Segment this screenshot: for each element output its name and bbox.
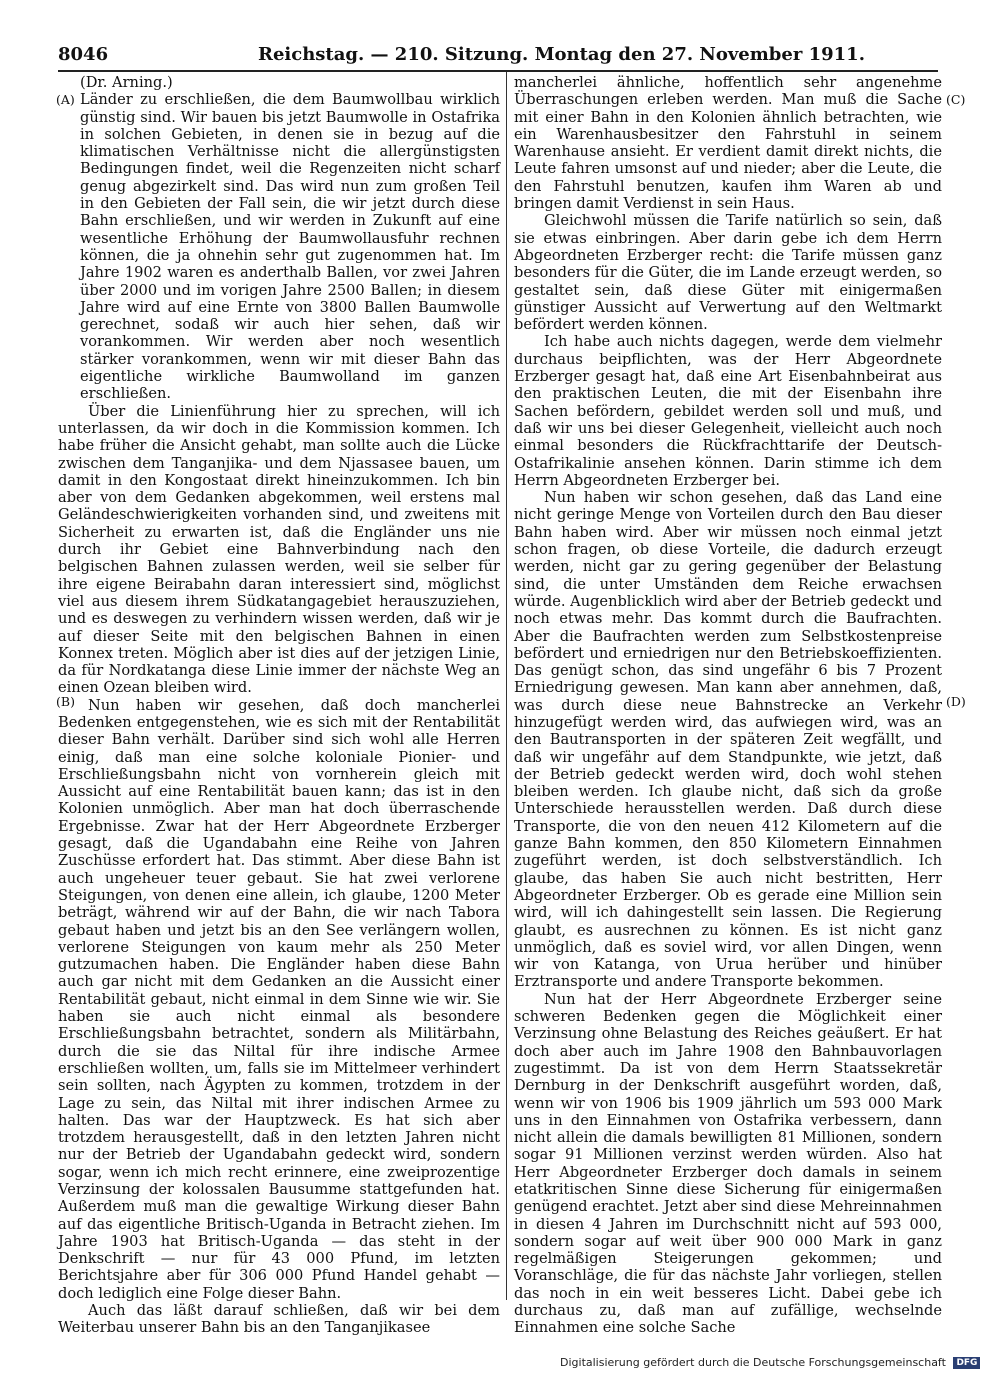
column-divider <box>506 72 507 1300</box>
speaker-label: (Dr. Arning.) <box>80 74 173 91</box>
paragraph: Länder zu erschließen, die dem Baumwollbau wirklich günstig sind. Wir bauen bis jetzt Baumwolle in Ostafrika in solchen Gebieten, in denen sie in bezug auf die klimatischen Verhältnisse nicht die allergünstigsten Bedingungen findet, weil die Regenzeiten nicht scharf genug abgezirkelt sind. Das wird nun zum großen Teil in den Gebieten der Fall sein, die wir jetzt durch diese Bahn erschließen, und wir werden in Zukunft auf eine wesentliche Erhöhung der Baumwollausfuhr rechnen können, die ja ohnehin sehr gut zugenommen hat. Im Jahre 1902 waren es anderthalb Ballen, vor zwei Jahren über 2000 und im vorigen Jahre 2500 Ballen; in diesem Jahre wird auf eine Ernte von 3800 Ballen Baumwolle gerechnet, sodaß wir auch hier sehen, daß wir vorankommen. Wir werden aber noch wesentlich stärker vorankommen, wenn wir mit dieser Bahn das eigentliche wirkliche Baumwolland im ganzen erschließen. <box>80 91 500 403</box>
header-rule <box>58 70 938 72</box>
margin-mark-d: (D) <box>946 694 966 709</box>
right-column <box>514 74 942 1337</box>
margin-mark-c: (C) <box>946 92 966 107</box>
paragraph: Nun haben wir schon gesehen, daß das Land eine nicht geringe Menge von Vorteilen durch den Bau dieser Bahn haben wird. Aber wir müssen noch einmal jetzt schon fragen, ob diese Vorteile, die dadurch erzeugt werden, nicht gar zu gering gegenüber der Belastung sind, die unter Umständen dem Reiche erwachsen würde. Augenblicklich wird aber der Betrieb gedeckt und noch etwas mehr. Das kommt durch die Baufrachten. Aber die Baufrachten werden zum Selbstkostenpreise befördert und erniedrigen nur den Betriebskoeffizienten. Das genügt schon, das sind ungefähr 6 bis 7 Prozent Erniedrigung gewesen. Man kann aber annehmen, daß, was durch diese neue Bahnstrecke an Verkehr hinzugefügt werden wird, das aufwiegen wird, was an den Bautransporten in der späteren Zeit wegfällt, und daß wir ungefähr auf dem Standpunkte, wie jetzt, daß der Betrieb gedeckt werden wird, doch wohl stehen bleiben werden. Ich glaube nicht, daß sich da große Unterschiede herausstellen werden. Daß durch diese Transporte, die von den neuen 412 Kilometern auf die ganze Bahn kommen, den 850 Kilometern Einnahmen zugeführt werden, ist doch selbstverständlich. Ich glaube, das haben Sie auch nicht bestritten, Herr Abgeordneter Erzberger. Ob es gerade eine Million sein wird, will ich dahingestellt sein lassen. Die Regierung glaubt, es ausrechnen zu können. Es ist nicht ganz unmöglich, daß es soviel wird, vor allen Dingen, wenn wir von Katanga, von Urua herüber und hinüber Erztransporte und andere Transporte bekommen. <box>514 489 942 991</box>
margin-mark-b: (B) <box>56 694 75 709</box>
page-header <box>58 44 938 70</box>
paragraph: Nun hat der Herr Abgeordnete Erzberger seine schweren Bedenken gegen die Möglichkeit einer Verzinsung ohne Belastung des Reiches geäußert. Er hat doch aber auch im Jahre 1908 den Bahnbauvorlagen zugestimmt. Da ist von dem Herrn Staatssekretär Dernburg in der Denkschrift ausgeführt worden, daß, wenn wir von 1906 bis 1909 jährlich um 593 000 Mark uns in den Einnahmen von Ostafrika verbessern, dann nicht allein die damals bewilligten 81 Millionen, sondern sogar 91 Millionen verzinst werden würden. Also hat Herr Abgeordneter Erzberger doch damals in seinem etatkritischen Sinne diese Sicherung für einigermaßen genügend erachtet. Jetzt aber sind diese Mehreinnahmen in diesen 4 Jahren im Durchschnitt nicht auf 593 000, sondern sogar auf weit über 900 000 Mark in ganz regelmäßigen Steigerungen gekommen; und Voranschläge, die für das nächste Jahr vorliegen, stellen das noch in ein weit besseres Licht. Dabei gebe ich durchaus zu, daß man auf zufällige, wechselnde Einnahmen eine solche Sache <box>514 990 942 1337</box>
paragraph: Nun haben wir gesehen, daß doch mancherlei Bedenken entgegenstehen, wie es sich mit der Rentabilität dieser Bahn verhält. Darüber sind sich wohl alle Herren einig, daß man eine solche koloniale Pionier- und Erschließungsbahn nicht von vornherein gleich mit Aussicht auf eine Rentabilität bauen kann; das ist in den Kolonien unmöglich. Aber man hat doch überraschende Ergebnisse. Zwar hat der Herr Abgeordnete Erzberger gesagt, daß die Ugandabahn eine Reihe von Jahren Zuschüsse erfordert hat. Das stimmt. Aber diese Bahn ist auch ungeheuer teuer gebaut. Sie hat zwei verlorene Steigungen, von denen eine allein, ich glaube, 1200 Meter beträgt, während wir auf der Bahn, die wir nach Tabora gebaut haben und jetzt bis an den See verlängern wollen, verlorene Steigungen von kaum mehr als 250 Meter gutzumachen haben. Die Engländer haben diese Bahn auch gar nicht mit dem Gedanken an die Aussicht einer Rentabilität gebaut, nicht einmal in dem Sinne wie wir. Sie haben sie auch nicht einmal als besondere Erschließungsbahn betrachtet, sondern als Militärbahn, durch die sie das Niltal für ihre indische Armee erschließen wollten, um, falls sie im Mittelmeer verhindert sein sollten, nach Ägypten zu kommen, trotzdem in der Lage zu sein, das Niltal mit ihrer indischen Armee zu halten. Das war der Hauptzweck. Es hat sich aber trotzdem herausgestellt, daß in den letzten Jahren nicht nur der Betrieb der Ugandabahn gedeckt wird, sondern sogar, wenn ich mich recht erinnere, eine zweiprozentige Verzinsung der kolossalen Bausumme stattgefunden hat. Außerdem muß man die gewaltige Wirkung dieser Bahn auf das eigentliche Britisch-Uganda in Betracht ziehen. Im Jahre 1903 hat Britisch-Uganda — das steht in der Denkschrift — nur für 43 000 Pfund, im letzten Berichtsjahre aber für 306 000 Pfund Handel gehabt — doch lediglich eine Folge dieser Bahn. <box>58 696 500 1302</box>
footer-credit <box>560 1356 980 1369</box>
page-number: 8046 <box>58 44 109 65</box>
paragraph: Ich habe auch nichts dagegen, werde dem vielmehr durchaus beipflichten, was der Herr Abgeordnete Erzberger gesagt hat, daß eine Art Eisenbahnbeirat aus den praktischen Leuten, die mit der Eisenbahn ihre Sachen befördern, gebildet werden soll und muß, und daß wir uns bei dieser Gelegenheit, vielleicht auch noch einmal besonders die Rückfrachttarife der Deutsch-Ostafrikalinie ansehen können. Darin stimme ich dem Herrn Abgeordneten Erzberger bei. <box>514 333 942 489</box>
paragraph: Auch das läßt darauf schließen, daß wir bei dem Weiterbau unserer Bahn bis an den Tanganjikasee <box>58 1302 500 1337</box>
running-title: Reichstag. — 210. Sitzung. Montag den 27. November 1911. <box>258 44 865 65</box>
left-column <box>58 74 500 1337</box>
paragraph: Gleichwohl müssen die Tarife natürlich so sein, daß sie etwas einbringen. Aber darin gebe ich dem Herrn Abgeordneten Erzberger recht: die Tarife müssen ganz besonders für die Güter, die im Lande erzeugt werden, so gestaltet sein, daß diese Güter mit einigermaßen günstiger Aussicht auf Verwertung auf den Weltmarkt befördert werden können. <box>514 212 942 334</box>
dfg-logo: DFG <box>953 1357 980 1369</box>
paragraph: mancherlei ähnliche, hoffentlich sehr angenehme Überraschungen erleben werden. Man muß die Sache mit einer Bahn in den Kolonien ähnlich betrachten, wie ein Warenhausbesitzer den Fahrstuhl in seinem Warenhause ansieht. Er verdient damit direkt nichts, die Leute fahren umsonst auf und nieder; aber die Leute, die den Fahrstuhl benutzen, kaufen ihm Waren ab und bringen damit Verdienst in sein Haus. <box>514 74 942 213</box>
paragraph: Über die Linienführung hier zu sprechen, will ich unterlassen, da wir doch in die Kommission kommen. Ich habe früher die Ansicht gehabt, man sollte auch die Lücke zwischen dem Tanganjika- und dem Njassasee bauen, um damit in den Kongostaat direkt hineinzukommen. Ich bin aber von dem Gedanken abgekommen, weil erstens mal Geländeschwierigkeiten vorhanden sind, und zweitens mit Sicherheit zu erwarten ist, daß die Engländer uns nie durch ihr Gebiet eine Bahnverbindung nach den belgischen Bahnen zulassen werden, weil sie selber für ihre eigene Beirabahn daran interessiert sind, möglichst viel aus diesem ihrem Südkatangagebiet herauszuziehen, und es deswegen zu verhindern wissen werden, daß wir je auf dieser Seite mit den belgischen Bahnen in einen Konnex treten. Möglich aber ist dies auf der jetzigen Linie, da für Nordkatanga diese Linie immer der nächste Weg an einen Ozean bleiben wird. <box>58 402 500 697</box>
margin-mark-a: (A) <box>56 92 75 107</box>
footer-text: Digitalisierung gefördert durch die Deutsche Forschungsgemeinschaft <box>560 1356 946 1369</box>
